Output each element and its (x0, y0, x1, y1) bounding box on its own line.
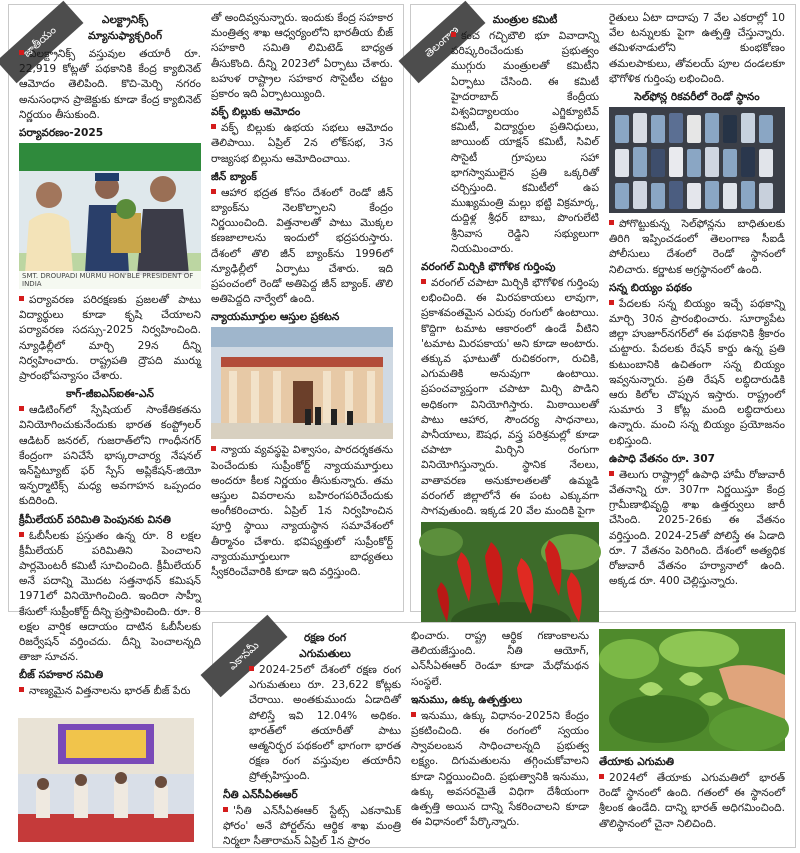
economy-tab: ఎకానమీ (201, 615, 288, 698)
judges-text: న్యాయ వ్యవస్థపై విశ్వాసం, పారదర్శకతను పెంచేందుకు సుప్రీంకోర్ట్ న్యాయమూర్తులు అందరూ కీలక నిర్ణయం తీసుకున్నారు. తమ ఆస్తుల వివరాలను బహిరంగపరిచేందుకు అంగీకరించారు. ఏప్రిల్ 1న నిర్వహించిన పూర్తి స్థాయి న్యాయస్థాన సమావేశంలో తీర్మానం చేశారు. భవిష్యత్తులో సుప్రీంకోర్ట్ న్యాయమూర్తులుగా బాధ్యతలు స్వీకరించేవారికి కూడా ఇది వర్తిస్తుంది. (211, 443, 393, 580)
gene-bank-heading: జీన్ బ్యాంక్ (211, 170, 257, 183)
defence-text: 2024-25లో దేశంలో రక్షణ రంగ ఎగుమతులు రూ. 23,622 కోట్లకు చేరాయి. అంతకుముందు ఏడాదితో పోలిస్తే ఇవి 12.04% అధికం. భారత్‌లో తయారీతో పాటు ఆత్మనిర్భర పథకంలో భాగంగా భారత రక్షణ రంగ వస్తువుల తయారీని ప్రోత్సహిస్తుంది. (223, 663, 401, 785)
tea-image (599, 629, 785, 751)
electronics-title-1: ఎలక్ట్రానిక్స్ (101, 14, 149, 26)
seed-samiti-image (18, 718, 194, 842)
waqf-heading: వక్ఫ్ బిల్లుకు ఆమోదం (211, 106, 301, 119)
phones-image (609, 107, 785, 213)
wage-text: తెలుగు రాష్ట్రాల్లో ఉపాధి హామీ రోజువారీ వేతనాన్ని రూ. 307గా నిర్ణయిస్తూ కేంద్ర గ్రామీణాభివృద్ధి శాఖ ఉత్తర్వులు జారీ చేసింది. 2025-26కు ఈ వేతనం వర్తిస్తుంది. 2024-25తో పోలిస్తే ఈ ఏడాది రూ. 7 వేతనం పెరిగింది. దేశంలో అత్యధిక రోజువారీ వేతనం హర్యానాలో ఉంది. అక్కడ రూ. 400 చెల్లిస్తున్నారు. (609, 468, 785, 590)
environment-heading: పర్యావరణం-2025 (19, 127, 104, 140)
phone-recovery-heading: సెల్‌ఫోన్ల రికవరీలో రెండో స్థానం (634, 91, 760, 104)
national-col-2 (211, 5, 393, 617)
gene-bank-text: ఆహార భద్రత కోసం దేశంలో రెండో జీన్ బ్యాంక్‌ను నెలకొల్పాలని కేంద్రం నిర్ణయించింది. విత్తనాలతో పాటు మొక్కల కణజాలాలను ఇందులో భద్రపరుస్తారు. దేశంలో తొలి జీన్ బ్యాంక్‌ను 1996లో న్యూఢిల్లీలో ఏర్పాటు చేశారు. ఇది ప్రపంచంలో రెండో అతిపెద్ద జీన్ బ్యాంక్. తొలి అతిపెద్దది నార్వేలో ఉంది. (211, 186, 393, 308)
defence-subtitle: ఎగుమతులు (299, 648, 351, 660)
rice-scheme-text: పేదలకు సన్న బియ్యం ఇచ్చే పథకాన్ని మార్చి 30న ప్రారంభించారు. సూర్యాపేట జిల్లా హుజూర్‌నగర్‌లో ఈ పథకానికి శ్రీకారం చుట్టారు. పేదలకు రేషన్ కార్డు ఉన్న ప్రతి కుటుంబానికి ఉచితంగా సన్న బియ్యం ఇవ్వనున్నారు. ప్రతి రేషన్ లబ్ధిదారుడికి ఆరు కిలోల చొప్పున ఇస్తారు. రాష్ట్రంలో సుమారు 3 కోట్ల మంది లబ్ధిదారులు ఉన్నారు. మంచి సన్న బియ్యం ప్రయోజనం లభిస్తుంది. (609, 297, 785, 449)
creamy-layer-text: ఓబీసీలకు ప్రస్తుతం ఉన్న రూ. 8 లక్షల క్రీమీలేయర్ పరిమితిని పెంచాలని పార్లమెంటరీ కమిటీ సూచించింది. క్రీమీలేయర్ అనే పదాన్ని మొదట సత్తనాథన్ కమిషన్ 1971లో వినియోగించింది. ఇందిరా సాహ్నీ కేసులో సుప్రీంకోర్ట్ దీన్ని ప్రస్తావించింది. రూ. 8 లక్షల వార్షిక ఆదాయం దాటిన ఓబీసీలకు రిజర్వేషన్ వర్తించదు. దీన్ని పెంచాలన్నది తాజా సూచన. (19, 529, 201, 666)
chilli-text: వరంగల్ చపాటా మిర్చికి భౌగోళిక గుర్తింపు లభించింది. ఈ మిరపకాయలు లావుగా, ప్రకాశవంతమైన ఎరుపు రంగులో ఉంటాయి. కొద్దిగా టమాట ఆకారంలో ఉండే వీటిని 'టమాట మిరపకాయ' అని కూడా అంటారు. తక్కువ ఘాటుతో రుచికరంగా, రుచికి, ఎగుమతికి అనువుగా ఉంటాయి. ప్రపంచవ్యాప్తంగా చపాటా మిర్చి పొడిని అధికంగా వినియోగిస్తారు. మిఠాయిలతో పాటు ఆహార, సౌందర్య సాధనాలు, పానీయాలు, ఔషధ, వస్త్ర పరిశ్రమల్లో కూడా చపాటా మిర్చిని రంగుగా వినియోగిస్తున్నారు. స్థానిక నేలలు, వాతావరణ అనుకూలతలతో ఉమ్మడి వరంగల్ జిల్లాలోనే ఈ పంట ఎక్కువగా సాగవుతుంది. ఇక్కడ 20 వేల మందికి పైగా (421, 276, 599, 519)
steel-heading: ఇనుము, ఉక్కు ఉత్పత్తులు (411, 693, 523, 706)
judges-heading: న్యాయమూర్తుల ఆస్తుల ప్రకటన (211, 311, 340, 324)
waqf-text: వక్ఫ్ బిల్లుకు ఉభయ సభలు ఆమోదం తెలిపాయి. ఏప్రిల్ 2న లోక్‌సభ, 3న రాజ్యసభ బిల్లును ఆమోదించాయి. (211, 121, 393, 167)
economy-col-2 (411, 623, 589, 853)
phone-recovery-text: పోగొట్టుకున్న సెల్‌ఫోన్లను బాధితులకు తిరిగి ఇప్పించడంలో తెలంగాణ సీఐడీ పోలీసులు దేశంలో రెండో స్థానంలో నిలిచారు. కర్ణాటక అగ్రస్థానంలో ఉంది. (609, 217, 785, 278)
defence-title: రక్షణ రంగ (303, 632, 347, 644)
economy-panel (212, 622, 796, 848)
ministers-text: కంచ గచ్చిబౌలి భూ వివాదాన్ని పరిష్కరించేందుకు ప్రభుత్వం ముగ్గురు మంత్రులతో కమిటీని ఏర్పాటు చేసింది. ఈ కమిటీ హైదరాబాద్ కేంద్రీయ విశ్వవిద్యాలయం ఎగ్జిక్యూటివ్ కమిటీ, విద్యార్థుల ప్రతినిధులు, జాయింట్ యాక్షన్ కమిటీ, సివిల్ సొసైటీ గ్రూపులు సహా భాగస్వాములైన ప్రతి ఒక్కరితో చర్చిస్తుంది. కమిటీలో ఉప ముఖ్యమంత్రి మల్లు భట్టి విక్రమార్క, దుద్దిళ్ల శ్రీధర్ బాబు, పొంగులేటి శ్రీనివాస రెడ్డిని సభ్యులుగా నియమించారు. (421, 29, 599, 257)
tea-text: 2024లో తేయాకు ఎగుమతిలో భారత్ రెండో స్థానంలో ఉంది. గతంలో ఈ స్థానంలో శ్రీలంక ఉండేది. దాన్ని భారత్ అధిగమించింది. తొలిస్థానంలో చైనా నిలిచింది. (599, 771, 785, 832)
telangana-col-2 (609, 5, 785, 617)
niti-text: 'నీతి ఎన్‌సీఏఈఆర్ స్టేట్స్ ఎకనామిక్ ఫోరం' అనే పోర్టల్‌ను ఆర్థిక శాఖ మంత్రి నిర్మలా సీతారామన్ ఏప్రిల్ 1న ప్రారం (223, 804, 401, 850)
wage-heading: ఉపాధి వేతనం రూ. 307 (609, 452, 715, 465)
niti-heading: నీతి ఎన్‌సీఏఈఆర్ (223, 788, 298, 801)
telangana-col-1 (421, 5, 599, 617)
environment-caption: SMT. DROUPADI MURMU HON'BLE PRESIDENT OF INDIA (19, 271, 201, 289)
cag-heading: కాగ్-జీఐఎస్ఐఈ-ఎన్ (66, 388, 154, 401)
cag-text: ఆడిటింగ్‌లో స్పేషియల్ సాంకేతికతను వినియోగించుకునేందుకు భారత కంప్ట్రోలర్ ఆడిటర్ జనరల్, గుజరాత్‌లోని గాంధీనగర్ కేంద్రంగా పనిచేసే భాస్కరాచార్య నేషనల్ ఇన్‌స్టిట్యూట్ ఫర్ స్పేస్ అప్లికేషన్-జియో ఇన్ఫర్మాటిక్స్ మధ్య అవగాహన ఒప్పందం కుదిరింది. (19, 403, 201, 509)
national-col-1 (19, 5, 201, 698)
creamy-layer-heading: క్రీమీలేయర్ పరిమితి పెంపునకు వినతి (19, 513, 171, 526)
tea-heading: తేయాకు ఎగుమతి (599, 756, 675, 768)
telangana-tab: తెలంగాణ (399, 1, 486, 84)
seed-continued-text: తో అందివ్వనున్నారు. ఇందుకు కేంద్ర సహకార మంత్రిత్వ శాఖ ఆధ్వర్యంలోని భారతీయ బీజ్ సహకారి సమితి లిమిటెడ్ బాధ్యత తీసుకొంది. దీన్ని 2023లో ఏర్పాటు చేశారు. బహుళ రాష్ట్రాల సహకార సొసైటీల చట్టం ప్రకారం ఇది ఏర్పాటయ్యింది. (211, 12, 394, 101)
electronics-text: ఎలక్ట్రానిక్స్ వస్తువుల తయారీ రూ. 22,919 కోట్లతో పథకానికి కేంద్ర క్యాబినెట్ ఆమోదం తెలిపింది. కొచి-మెర్చి నగరం అనుసంధాన ప్రాజెక్టుకు కూడా కేంద్ర క్యాబినెట్ నిర్ణయం తీసుకుంది. (19, 47, 201, 123)
seed-heading: బీజ్ సహకార సమితి (19, 669, 104, 682)
chilli-continued-text: రైతులు ఏటా దాదాపు 7 వేల ఎకరాల్లో 10 వేల టన్నులకు పైగా ఉత్పత్తి చేస్తున్నారు. తమిళనాడులోని కుంభకోణం తమలపాకులు, తోవలయ్ పూల దండలకూ భౌగోళిక గుర్తింపు లభించింది. (609, 12, 785, 85)
environment-text: పర్యావరణ పరిరక్షణకు ప్రజలతో పాటు విద్యార్థులు కూడా కృషి చేయాలని పర్యావరణ సదస్సు-2025 నిర్వహించింది. న్యూఢిల్లీలో మార్చి 29న దీన్ని నిర్వహించారు. రాష్ట్రపతి ద్రౌపది ముర్ము ప్రారంభోపన్యాసం చేశారు. (19, 293, 201, 384)
rice-scheme-heading: సన్న బియ్యం పథకం (609, 281, 692, 294)
environment-image (19, 143, 201, 289)
chilli-heading: వరంగల్ మిర్చికి భౌగోళిక గుర్తింపు (421, 261, 556, 274)
niti-continued-text: భించారు. రాష్ట్ర ఆర్థిక గణాంకాలను తెలియజేస్తుంది. నీతి ఆయోగ్, ఎన్‌సీఏఈఆర్ రెండూ కూడా మేధోమథన సంస్థలే. (411, 630, 589, 688)
ministers-heading: మంత్రుల కమిటీ (492, 14, 558, 26)
steel-text: ఇనుము, ఉక్కు విధానం-2025ని కేంద్రం ప్రకటించింది. ఈ రంగంలో స్వయం స్వావలంబన సాధించాలన్నది ప్రభుత్వ లక్ష్యం. దిగుమతులను తగ్గించుకోవాలని కూడా నిర్ణయించింది. ప్రభుత్వానికి ఇనుము, ఉక్కు అవసరమైతే విధిగా దేశీయంగా ఉత్పత్తి అయిన దాన్ని సేకరించాలని కూడా ఈ విధానంలో పేర్కొన్నారు. (411, 709, 589, 831)
economy-col-3 (599, 623, 785, 853)
supreme-court-image (211, 327, 393, 439)
economy-col-1 (223, 623, 401, 853)
electronics-title-2: మ్యానుఫ్యాక్చరింగ్ (88, 30, 162, 42)
national-tab: జాతీయం (0, 1, 83, 84)
seed-text: నాణ్యమైన విత్తనాలను భారత్ బీజ్ పేరు (19, 684, 201, 699)
telangana-panel (410, 4, 796, 612)
